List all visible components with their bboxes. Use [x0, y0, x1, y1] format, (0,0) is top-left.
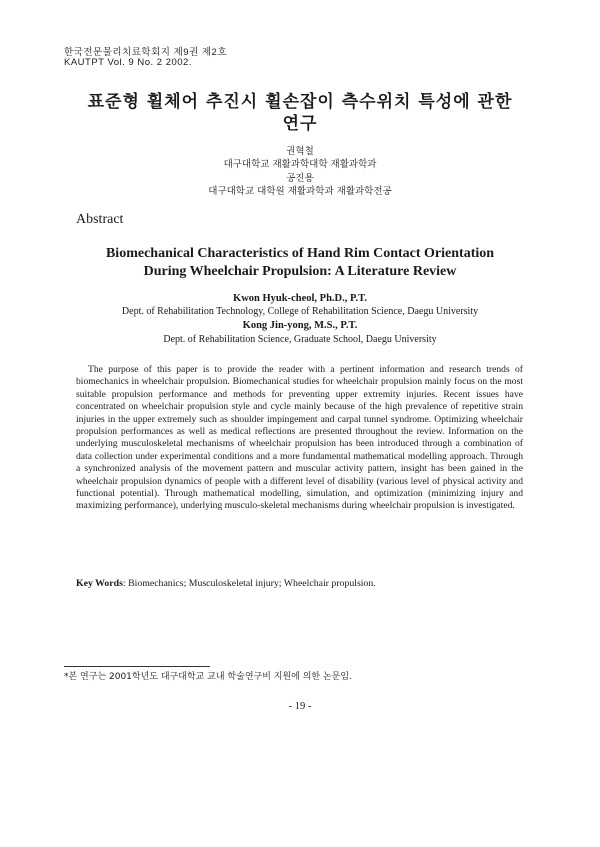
korean-author-1: 권혁철	[286, 146, 314, 157]
english-author-1: Kwon Hyuk-cheol, Ph.D., P.T.	[233, 293, 367, 304]
english-title-line1: Biomechanical Characteristics of Hand Rim Contact Orientation	[105, 246, 495, 261]
keywords	[76, 578, 376, 589]
footnote-rule	[64, 666, 210, 667]
korean-affiliation-2: 대구대학교 대학원 재활과학과 재활과학전공	[208, 186, 392, 197]
keywords-list: : Biomechanics; Musculoskeletal injury; Wheelchair propulsion.	[122, 578, 376, 589]
korean-title-line2: 연구	[282, 114, 318, 134]
keywords-label: Key Words	[76, 578, 123, 589]
page-number: - 19 -	[288, 701, 312, 712]
journal-volume: KAUTPT Vol. 9 No. 2 2002.	[64, 57, 192, 68]
english-author-2: Kong Jin-yong, M.S., P.T.	[242, 320, 358, 331]
korean-author-2: 공진용	[286, 173, 314, 184]
abstract-heading: Abstract	[76, 212, 124, 227]
korean-affiliation-1: 대구대학교 재활과학대학 재활과학과	[223, 159, 377, 170]
korean-title-line1: 표준형 휠체어 추진시 휠손잡이 측수위치 특성에 관한	[87, 92, 513, 112]
abstract-body: The purpose of this paper is to provide the reader with a pertinent information and research trends of biomechanics in wheelchair propulsion. Biomechanical studies for wheelchair propulsion mainly focus on the most suitable propulsion performance and methods for preventing upper extremity injuries. Recent issues have concentrated on wheelchair propulsion style and cycle mainly because of the high prevalence of repetitive strain injuries in the upper extremely such as shoulder impingement and carpal tunnel syndrome. Optimizing wheelchair propulsion performances as well as medical reflections are presented throughout the review. Information on the underlying musculoskeletal mechanisms of wheelchair propulsion has been introduced through a combination of data collection under experimental conditions and a more fundamental mathematical modelling approach. Through a synchronized analysis of the movement pattern and muscular activity pattern, insight has been gained in the wheelchair propulsion dynamics of people with a different level of disability (various level of physical activity and functional potential). Through mathematical modelling, simulation, and optimization (minimizing injury and maximizing performance), underlying musculo-skeletal mechanisms during wheelchair propulsion is investigated.	[76, 364, 523, 512]
english-affiliation-2: Dept. of Rehabilitation Science, Graduate School, Daegu University	[163, 334, 437, 345]
english-affiliation-1: Dept. of Rehabilitation Technology, College of Rehabilitation Science, Daegu University	[121, 306, 479, 317]
english-title-line2: During Wheelchair Propulsion: A Literature Review	[143, 264, 457, 279]
footnote: *본 연구는 2001학년도 대구대학교 교내 학술연구비 지원에 의한 논문임.	[64, 672, 352, 682]
journal-name-korean: 한국전문물리치료학회지 제9권 제2호	[64, 47, 228, 58]
